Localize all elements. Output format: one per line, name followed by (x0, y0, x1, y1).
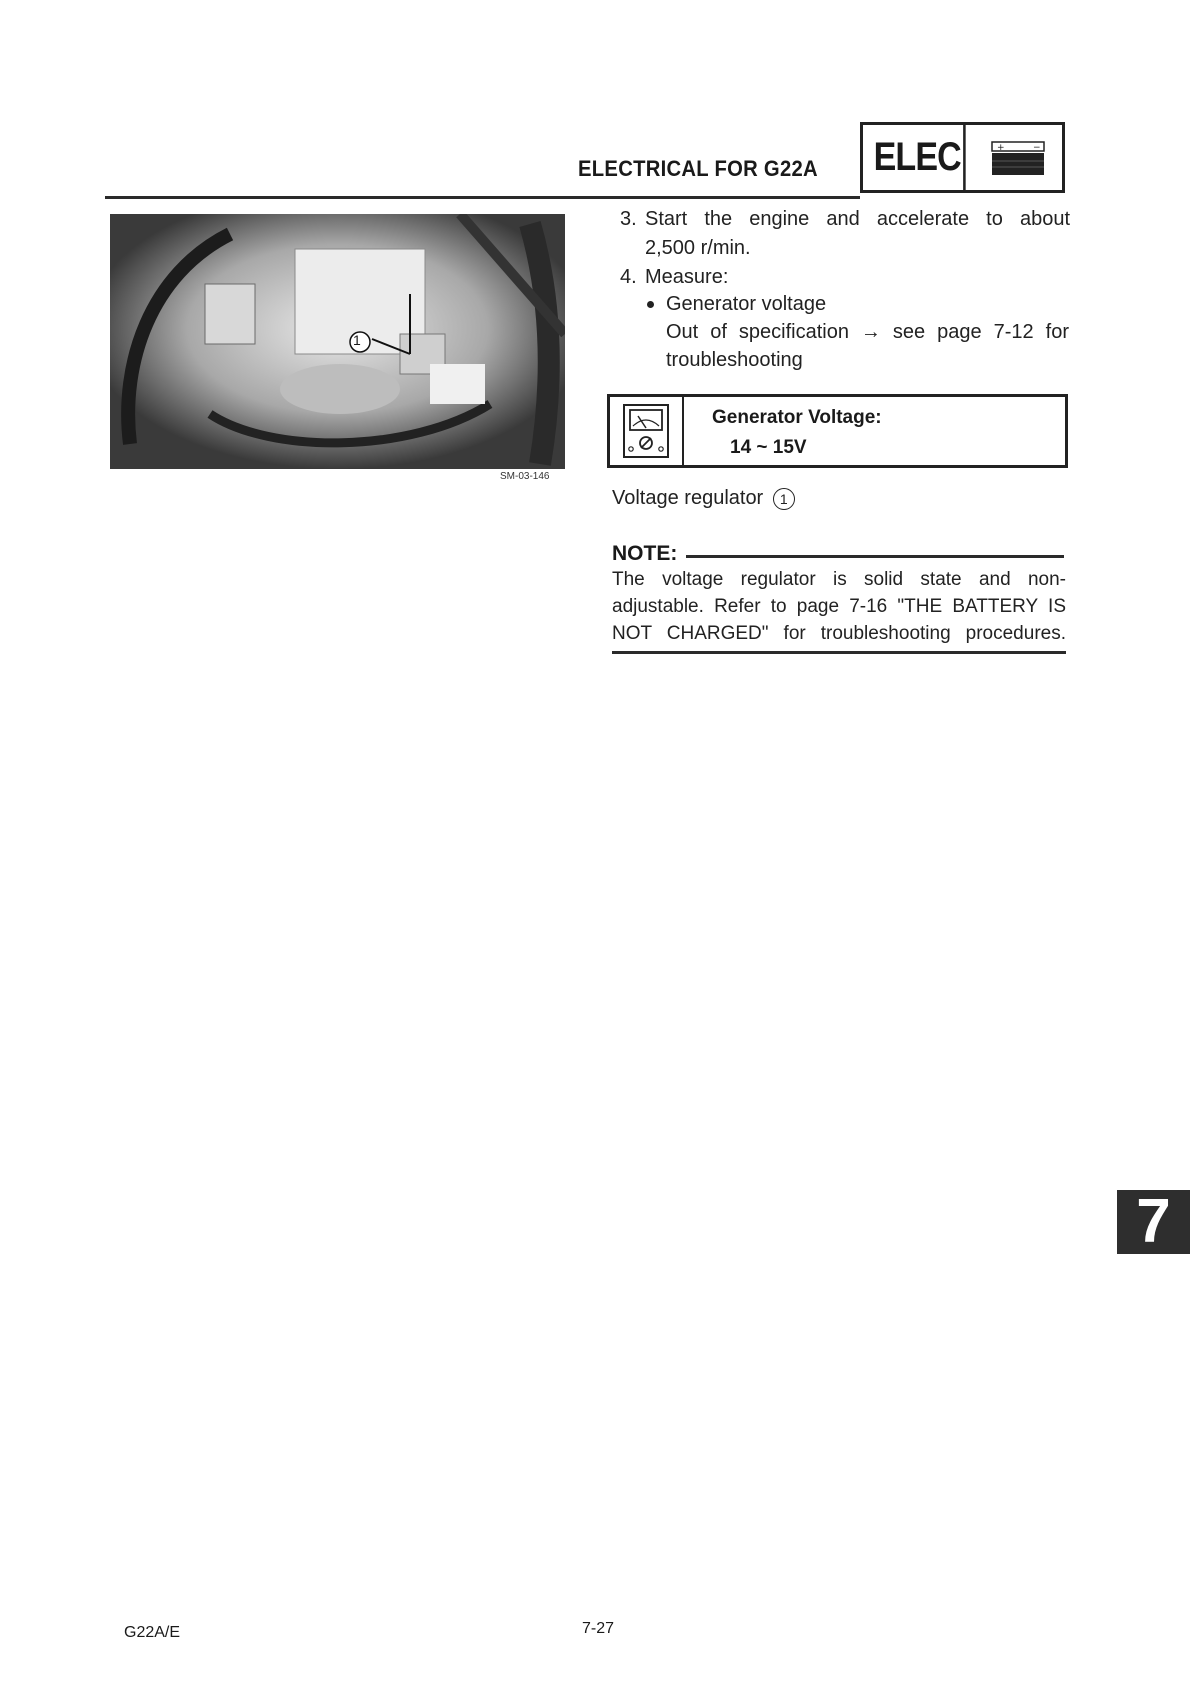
chapter-tab: 7 (1117, 1190, 1190, 1254)
header-divider (105, 196, 860, 199)
note-line: adjustable. Refer to page 7-16 "THE BATTERY IS (612, 596, 1066, 617)
figure-caption: SM-03-146 (500, 471, 550, 482)
footer-model: G22A/E (124, 1624, 181, 1641)
section-badge-text: ELEC (871, 125, 965, 190)
note-end-rule (612, 651, 1066, 654)
section-title: ELECTRICAL FOR G22A (578, 156, 818, 181)
step-text: Measure: (645, 266, 729, 288)
bullet-icon (647, 301, 654, 308)
step-number: 3. (620, 208, 637, 230)
svg-text:+: + (997, 142, 1005, 153)
out-of-spec-text-continued: troubleshooting (666, 349, 803, 371)
svg-text:−: − (1033, 142, 1041, 153)
bullet-item: Generator voltage (666, 293, 827, 315)
callout-number: 1 (353, 332, 361, 348)
spec-box (607, 394, 1068, 468)
step-text: Start the engine and accelerate to about (645, 208, 1070, 230)
section-badge (860, 122, 1065, 193)
voltmeter-icon (610, 397, 684, 465)
spec-value: 14 ~ 15V (730, 437, 807, 458)
part-label (612, 487, 795, 510)
spec-label: Generator Voltage: (712, 407, 882, 428)
step-number: 4. (620, 266, 637, 288)
step-text-continued: 2,500 r/min. (645, 237, 751, 259)
callout-circle: 1 (773, 488, 795, 510)
out-of-spec-text: Out of specification → see page 7-12 for (666, 321, 1069, 343)
note-line: NOT CHARGED" for troubleshooting procedures. (612, 623, 1066, 644)
part-label-text: Voltage regulator (612, 487, 764, 509)
note-line: The voltage regulator is solid state and non- (612, 569, 1066, 590)
note-body (612, 566, 1066, 647)
battery-icon (974, 125, 1062, 190)
voltage-regulator-photo (110, 214, 565, 469)
note-heading-rule (686, 555, 1064, 558)
note-heading: NOTE: (612, 542, 678, 565)
page-number: 7-27 (582, 1620, 615, 1637)
